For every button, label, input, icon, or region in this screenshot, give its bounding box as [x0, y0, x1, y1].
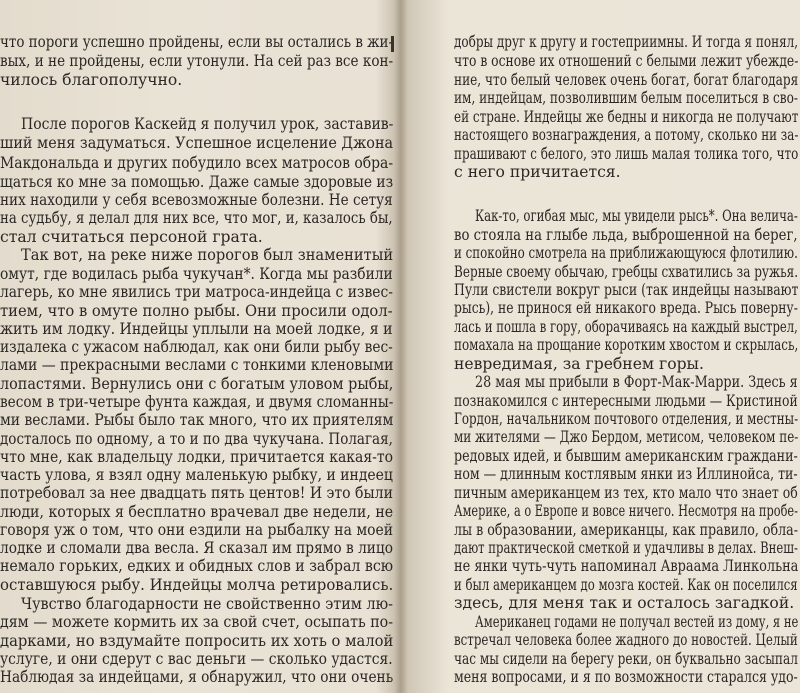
text-line: щаться ко мне за помощью. Даже самые здоровые из — [0, 172, 394, 191]
text-line: пичным американцем из тех, кто мало что знает об — [454, 483, 798, 502]
text-line: рысь), не принося ей никакого вреда. Рысь поверну- — [454, 299, 798, 318]
text-line: ние, что белый человек очень богат, богат благодаря — [454, 70, 799, 89]
text-line: жить им лодку. Индейцы уплыли на моей лодке, я и — [0, 319, 393, 338]
text-line: во стояла на глыбе льда, выброшенной на берег, — [454, 225, 798, 244]
text-line: лась и пошла в гору, оборачиваясь на каждый выстрел, — [454, 317, 798, 336]
text-line: здесь, для меня так и осталось загадкой. — [454, 594, 795, 613]
text-line: познакомился с интересными людьми — Кристиной — [454, 391, 798, 410]
left-page — [0, 0, 397, 693]
text-line: прашивают с белого, это лишь малая толика того, что — [454, 144, 799, 163]
text-line: лами — прекрасными веслами с тонкими кленовыми — [0, 356, 394, 375]
text-line: лопастями. Вернулись они с богатым уловом рыбы, — [0, 374, 394, 393]
text-line: дям — можете кормить их за свой счет, осыпать по- — [0, 613, 394, 632]
text-line: ми веслами. Рыбы было так много, что их приятелям — [0, 411, 394, 430]
text-line: дарками, но вздумайте попросить их хоть о малой — [0, 631, 394, 650]
text-line: дают практической сметкой и удачливы в делах. Внеш- — [454, 539, 798, 557]
text-line: Так вот, на реке ниже порогов был знаменитый — [21, 245, 394, 264]
right-page — [403, 0, 800, 693]
text-line: 28 мая мы прибыли в Форт-Мак-Марри. Здесь я — [475, 373, 798, 392]
text-line: говоря уж о том, что они ездили на рыбалку на моей — [0, 520, 394, 539]
text-line: Америке, а о Европе и вовсе ничего. Несмотря на пробе- — [454, 502, 798, 521]
text-line: и был американцем до мозга костей. Как он поселился — [454, 575, 798, 594]
text-line: стал считаться персоной грата. — [0, 227, 263, 246]
text-line: вых, и не пройдены, если утонули. На сей раз все кон- — [0, 52, 394, 71]
text-line: лодке и сломали два весла. Я сказал им прямо в лицо — [0, 539, 393, 558]
text-line: услуге, и они сдерут с вас деньги — сколько удастся. — [0, 649, 393, 668]
text-line: помахала на прощание коротким хвостом и скрылась, — [454, 336, 799, 355]
text-line: добры друг к другу и гостеприимны. И тогда я понял, — [454, 33, 799, 51]
text-line: Пули свистели вокруг рыси (так индейцы называют — [454, 280, 799, 299]
text-line: оставшуюся рыбу. Индейцы молча ретировались. — [0, 575, 394, 594]
text-line: Гордон, начальником почтового отделения, и местны- — [454, 409, 799, 428]
text-line: часть улова, я взял одну маленькую рыбку, и индеец — [0, 466, 393, 485]
text-line: настоящего вознаграждения, а потому, сколько ни за- — [454, 126, 799, 145]
text-line: ей стране. Индейцы же бедны и никогда не получают — [454, 107, 799, 126]
text-line: весом в три-четыре фунта каждая, и двумя сломанны- — [0, 393, 394, 411]
text-line: потребовал за нее двадцать пять центов! И это были — [0, 484, 393, 503]
text-line: чилось благополучно. — [0, 70, 183, 89]
text-line: с него причитается. — [454, 162, 621, 181]
text-line: Верные своему обычаю, гребцы схватились за ружья. — [454, 262, 799, 281]
text-line: досталось по одному, а то и по два чукучана. Полагая, — [0, 429, 393, 448]
text-line: что пороги успешно пройдены, если вы остались в жи- — [0, 33, 394, 51]
text-line: немало горьких, едких и обидных слов и забрал всю — [0, 557, 394, 576]
text-line: Как-то, огибая мыс, мы увидели рысь*. Она велича- — [475, 207, 798, 226]
text-line: встречал человека более жадного до новостей. Целый — [454, 631, 798, 650]
text-line: Макдональда и других побудило всех матросов обра- — [0, 153, 394, 172]
text-line: Чувство благодарности не свойственно этим лю- — [21, 594, 393, 613]
text-line: Американец годами не получал вестей из дому, я не — [475, 612, 799, 631]
text-line: ми жителями — Джо Бердом, метисом, человеком пе- — [454, 428, 799, 447]
text-line: После порогов Каскейд я получил урок, заставив- — [21, 115, 394, 134]
text-line: ном — длинным костлявым янки из Иллинойса, ти- — [454, 465, 798, 484]
text-line: лы в образовании, американцы, как правило, обла- — [454, 520, 798, 539]
text-line: что в основе их отношений с белыми лежит убежде- — [454, 52, 799, 71]
text-line: омут, где водилась рыба чукучан*. Когда мы разбили — [0, 265, 393, 284]
text-line: на судьбу, я делал для них все, что мог, и, казалось бы, — [0, 209, 393, 228]
text-line: издалека с ужасом наблюдал, как они били рыбу вес- — [0, 338, 393, 357]
text-line: что мне, как владельцу лодки, причитается какая-то — [0, 447, 393, 466]
text-line: не янки чуть-чуть напоминал Авраама Линкольна — [454, 557, 799, 576]
text-line: им, индейцам, позволившим белым поселиться в сво- — [454, 89, 798, 108]
text-line: тием, что в омуте полно рыбы. Они просили одол- — [0, 301, 393, 320]
text-line: Наблюдая за индейцами, я обнаружил, что они очень — [0, 668, 394, 686]
text-line: и спокойно смотрела на приближающуюся флотилию. — [454, 244, 798, 263]
text-line: люди, которых я бесплатно врачевал две недели, не — [0, 502, 394, 521]
text-line: невредимая, за гребнем горы. — [454, 354, 704, 373]
text-line: час мы сидели на берегу реки, он буквально засыпал — [454, 649, 798, 668]
text-line: меня вопросами, и я по возможности старался удо- — [454, 668, 798, 686]
text-line: лагерь, ко мне явились три матроса-индейца с извес- — [0, 283, 393, 302]
text-line: ший меня задуматься. Успешное исцеление Джона — [0, 134, 394, 153]
text-line: редовых идей, и бывшим американским граждани- — [454, 446, 798, 465]
text-line: них находили у себя всевозможные болезни. Не сетуя — [0, 191, 393, 210]
